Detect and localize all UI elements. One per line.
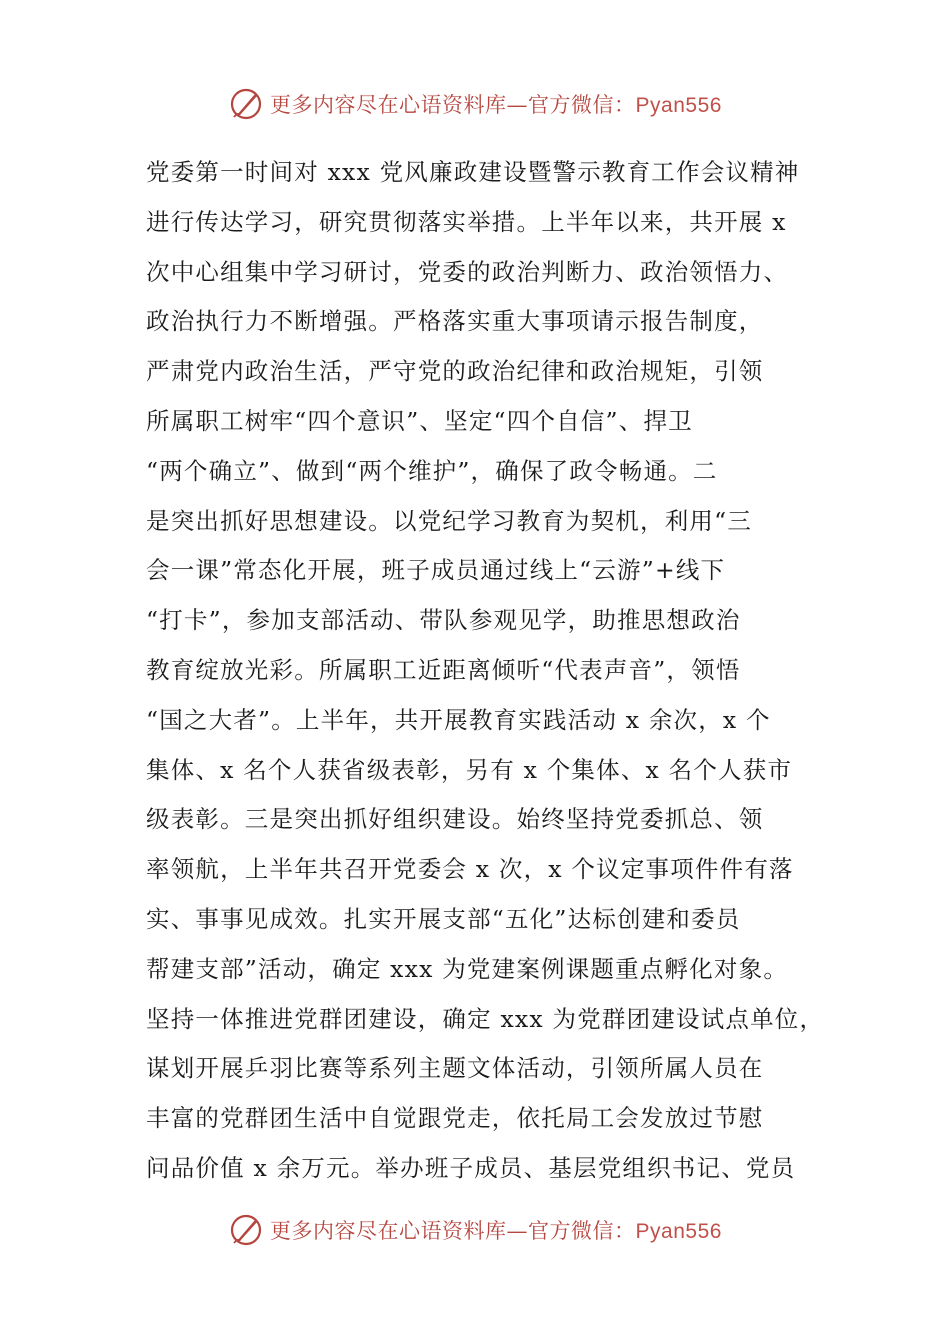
body-line: 教育绽放光彩。所属职工近距离倾听“代表声音”，领悟 xyxy=(146,655,741,684)
body-line: 是突出抓好思想建设。以党纪学习教育为契机，利用“三 xyxy=(146,506,753,535)
header-banner-text xyxy=(270,89,722,119)
body-line: 实、事事见成效。扎实开展支部“五化”达标创建和委员 xyxy=(146,904,741,933)
body-line: “两个确立”、做到“两个维护”，确保了政令畅通。二 xyxy=(146,456,718,485)
document-body xyxy=(146,148,846,1194)
body-line: 会一课”常态化开展，班子成员通过线上“云游”+线下 xyxy=(146,556,726,585)
body-line: “打卡”，参加支部活动、带队参观见学，助推思想政治 xyxy=(146,606,741,635)
header-wechat-handle: Pyan556 xyxy=(635,94,722,117)
footer-banner xyxy=(0,1210,950,1250)
body-line: 率领航，上半年共召开党委会 x 次，x 个议定事项件件有落 xyxy=(146,855,794,884)
body-line: 级表彰。三是突出抓好组织建设。始终坚持党委抓总、领 xyxy=(146,805,764,834)
body-line: 丰富的党群团生活中自觉跟党走，依托局工会发放过节慰 xyxy=(146,1104,764,1133)
body-line: 集体、x 名个人获省级表彰，另有 x 个集体、x 名个人获市 xyxy=(146,755,793,784)
body-line: 帮建支部”活动，确定 xxx 为党建案例课题重点孵化对象。 xyxy=(146,954,789,983)
header-banner xyxy=(0,84,950,124)
body-line: 问品价值 x 余万元。举办班子成员、基层党组织书记、党员 xyxy=(146,1153,796,1182)
body-line: 政治执行力不断增强。严格落实重大事项请示报告制度， xyxy=(146,307,764,336)
body-line: 次中心组集中学习研讨，党委的政治判断力、政治领悟力、 xyxy=(146,257,789,286)
body-line: 进行传达学习，研究贯彻落实举措。上半年以来，共开展 x xyxy=(146,207,787,236)
body-line: 严肃党内政治生活，严守党的政治纪律和政治规矩，引领 xyxy=(146,357,764,386)
body-line: 所属职工树牢“四个意识”、坚定“四个自信”、捍卫 xyxy=(146,406,693,435)
body-line: 谋划开展乒羽比赛等系列主题文体活动，引领所属人员在 xyxy=(146,1054,764,1083)
body-line: “国之大者”。上半年，共开展教育实践活动 x 余次，x 个 xyxy=(146,705,771,734)
quill-pen-logo-icon xyxy=(228,86,264,122)
footer-wechat-handle: Pyan556 xyxy=(635,1220,722,1243)
body-line: 党委第一时间对 xxx 党风廉政建设暨警示教育工作会议精神 xyxy=(146,158,800,186)
footer-banner-text xyxy=(270,1215,722,1245)
footer-banner-label: 更多内容尽在心语资料库—官方微信： xyxy=(270,1219,636,1243)
quill-pen-logo-icon xyxy=(228,1212,264,1248)
body-line: 坚持一体推进党群团建设，确定 xxx 为党群团建设试点单位， xyxy=(146,1004,825,1033)
header-banner-label: 更多内容尽在心语资料库—官方微信： xyxy=(270,93,636,117)
